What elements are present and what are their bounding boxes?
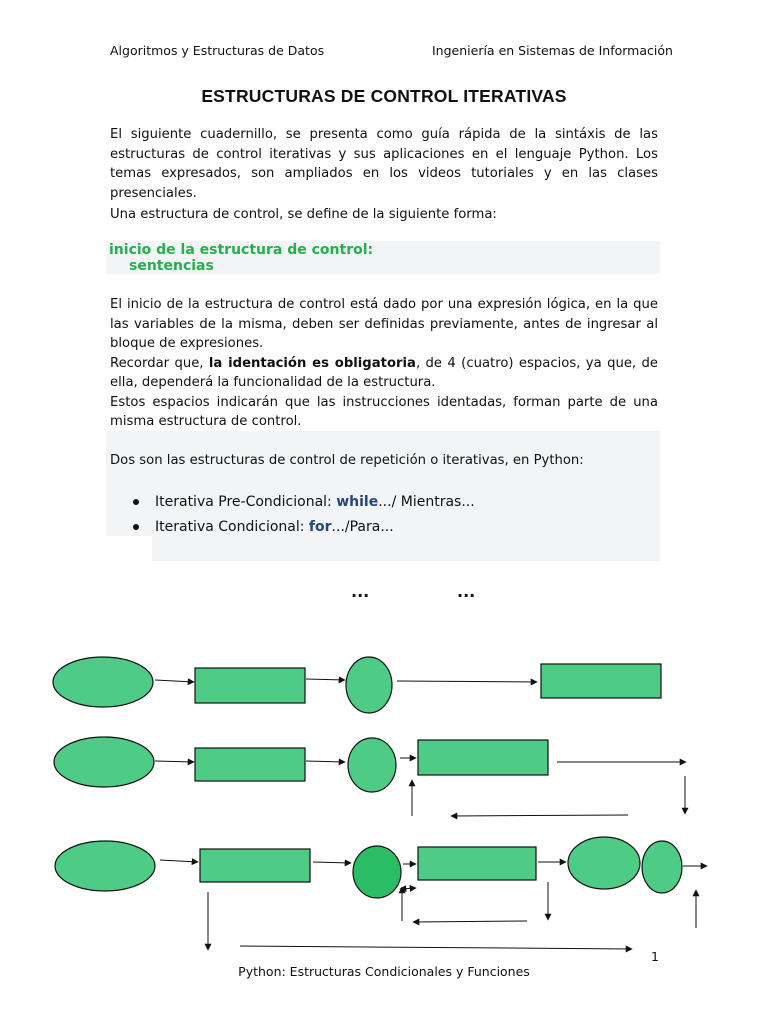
row3-ellipse-b (642, 841, 682, 893)
row1-end-box (541, 664, 661, 698)
row2-start-ellipse (54, 737, 154, 787)
intro-paragraph: El siguiente cuadernillo, se presenta como guía rápida de la sintáxis de las estructuras de control iterativas y sus aplicaciones en el lenguaje Python. Los temas expresados, son ampliados en los videos tutoriales y en las clases presenciales. (110, 127, 658, 201)
row3-process-box (200, 849, 310, 882)
bullet-prefix: Iterativa Pre-Condicional: (155, 494, 337, 510)
explanation-p2-bold: la identación es obligatoria (208, 355, 416, 371)
row3-body-box (418, 847, 536, 880)
row2-arrow-1 (155, 761, 194, 762)
row2-arrow-back (451, 815, 628, 816)
row1-process-box (195, 668, 305, 703)
row2-process-box (195, 748, 305, 781)
page-number: 1 (651, 949, 659, 964)
code-line-1: inicio de la estructura de control: (109, 242, 374, 258)
explanation-p1: El inicio de la estructura de control está dado por una expresión lógica, en la que las variables de la misma, deben ser definidas previamente, antes de ingresar al bloque de expresiones. (110, 297, 658, 351)
row3-arrow-2 (313, 862, 351, 863)
types-intro: Dos son las estructuras de control de repetición o iterativas, en Python: (110, 453, 584, 468)
row2-arrow-2 (306, 761, 345, 762)
keyword-while: while (336, 494, 379, 510)
header-left: Algoritmos y Estructuras de Datos (110, 43, 325, 58)
ellipsis-right: ... (457, 582, 476, 601)
ellipsis-left: ... (351, 582, 370, 601)
keyword-for: for (308, 519, 332, 535)
row2-body-box (418, 740, 548, 775)
row1-arrow-3 (397, 681, 537, 682)
row3-arrow-1 (160, 860, 198, 862)
header-right: Ingeniería en Sistemas de Información (432, 43, 673, 58)
row3-arrow-long (240, 946, 632, 949)
row1-start-ellipse (53, 657, 153, 707)
row3-arrow-back (413, 921, 527, 922)
explanation-p2-prefix: Recordar que, (110, 355, 209, 371)
row1-arrow-2 (306, 679, 345, 680)
bullet-suffix: .../ Mientras... (378, 494, 475, 510)
explanation-p3: Estos espacios indicarán que las instrucciones identadas, forman parte de una misma estructura de control. (110, 394, 658, 429)
bullet-prefix: Iterativa Condicional: (155, 519, 309, 535)
row2-condition-circle (348, 738, 396, 792)
bullet-suffix: .../Para... (331, 519, 394, 535)
explanation-p2-suffix: , de 4 (cuatro) espacios, ya que, de ella, dependerá la funcionalidad de la estructura. (110, 355, 658, 390)
definition-intro: Una estructura de control, se define de la siguiente forma: (110, 207, 497, 222)
row3-start-ellipse (55, 841, 155, 891)
code-line-2: sentencias (129, 258, 214, 274)
row3-ellipse-a (568, 837, 640, 889)
row1-arrow-1 (155, 680, 194, 682)
footer: Python: Estructuras Condicionales y Funciones (238, 964, 530, 979)
row1-condition-circle (346, 657, 392, 713)
page-title: ESTRUCTURAS DE CONTROL ITERATIVAS (201, 86, 567, 106)
row3-condition-circle (353, 846, 401, 898)
